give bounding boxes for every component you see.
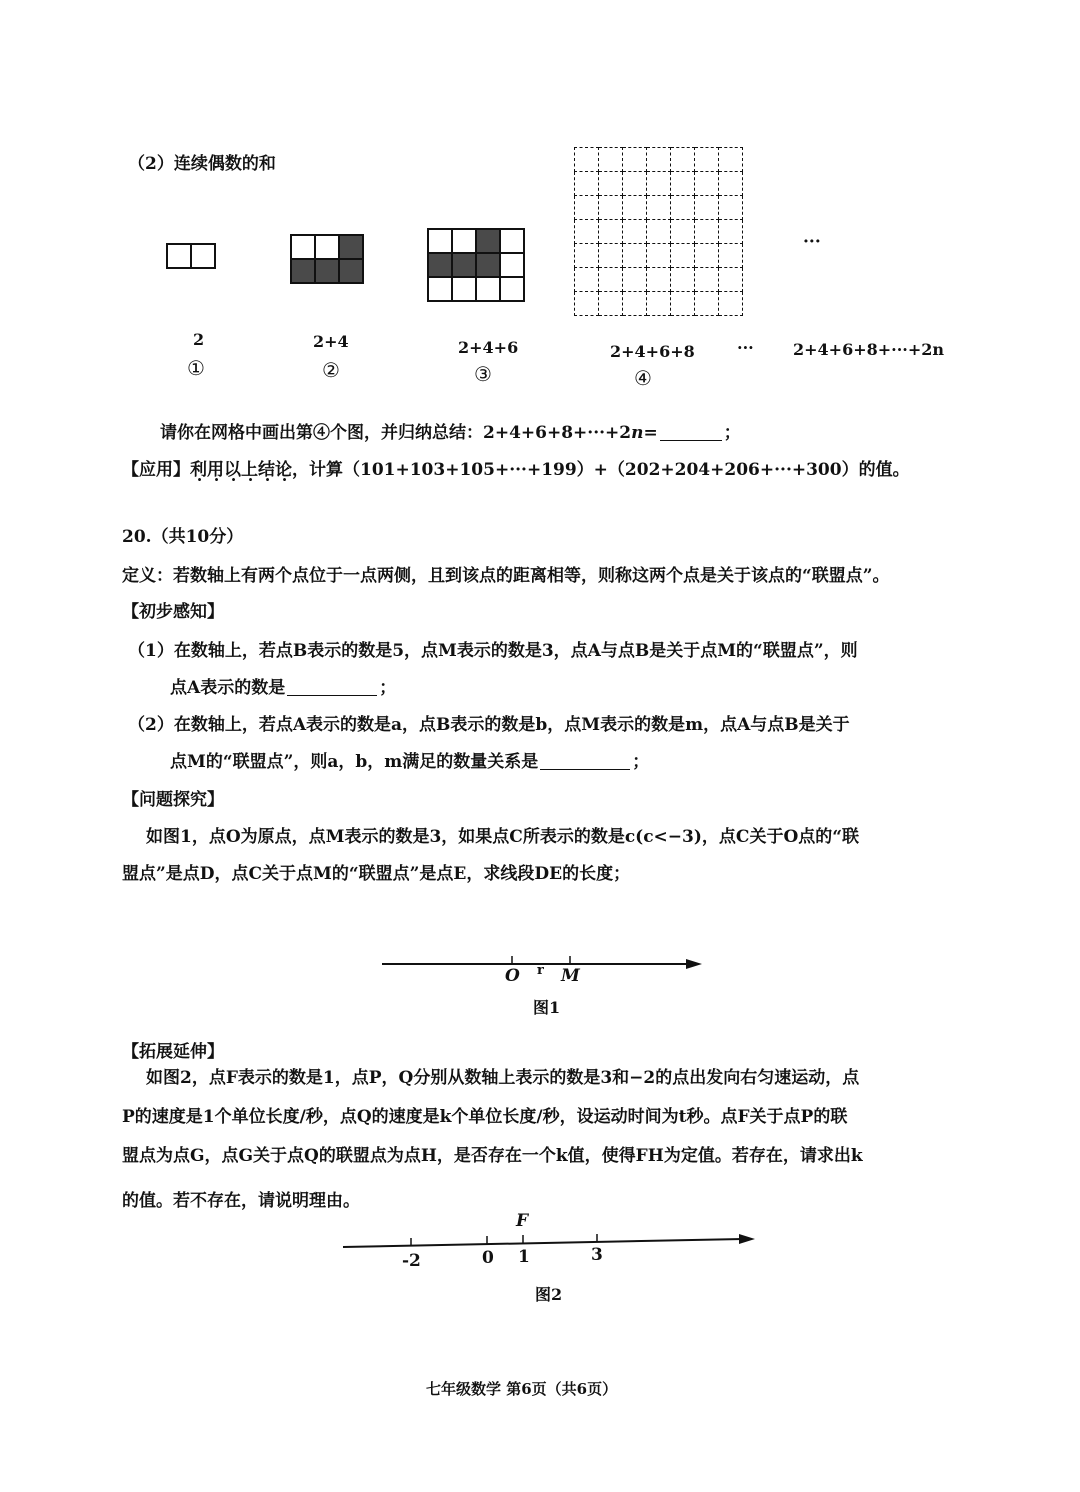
- instruction-eq: =: [643, 423, 658, 443]
- number-line-figure-1: [370, 948, 720, 993]
- q20-definition: 定义：若数轴上有两个点位于一点两侧，且到该点的距离相等，则称这两个点是关于该点的“联盟点”。: [122, 566, 890, 586]
- instruction-line: [160, 423, 741, 443]
- dotted-char: 用: [207, 460, 224, 480]
- label-o: O: [505, 966, 520, 986]
- q20-header: 20.（共10分）: [122, 527, 244, 547]
- label-circle-3: ③: [474, 362, 492, 386]
- q2-line2-row: [170, 752, 649, 772]
- application-line: [122, 460, 910, 480]
- ext-line4: 的值。若不存在，请说明理由。: [122, 1191, 360, 1211]
- tick-label-0: 0: [482, 1248, 494, 1268]
- ext-line3: 盟点为点G，点G关于点Q的联盟点为点H，是否存在一个k值，使得FH为定值。若存在，请求出k: [122, 1146, 863, 1166]
- label-mid: r: [537, 963, 544, 978]
- label-circle-1: ①: [187, 356, 205, 380]
- q1-line2-row: [170, 678, 396, 698]
- dotted-char: 结: [258, 460, 275, 480]
- caption-ellipsis: ···: [737, 338, 754, 357]
- figure-1-grid: [166, 243, 216, 269]
- ext-line2: P的速度是1个单位长度/秒，点Q的速度是k个单位长度/秒，设运动时间为t秒。点F关于点P的联: [122, 1107, 848, 1127]
- answer-blank-q1[interactable]: [287, 678, 377, 696]
- q1-line1: （1）在数轴上，若点B表示的数是5，点M表示的数是3，点A与点B是关于点M的“联盟点”，则: [128, 641, 858, 661]
- section-extension: 【拓展延伸】: [122, 1042, 224, 1062]
- caption-2: 2+4: [313, 332, 349, 351]
- caption-3: 2+4+6: [458, 338, 519, 357]
- instruction-end: ；: [723, 423, 741, 443]
- q1-line2: 点A表示的数是: [170, 678, 286, 698]
- dotted-char: 上: [241, 460, 258, 480]
- number-line-axis: [343, 1239, 743, 1247]
- arrow-head-icon: [739, 1234, 755, 1244]
- label-circle-4: ④: [634, 366, 652, 390]
- figure-1-caption: 图1: [533, 998, 561, 1017]
- figure-2-grid: [290, 234, 364, 284]
- number-line-figure-2: [335, 1225, 765, 1255]
- dotted-char: 论: [275, 460, 292, 480]
- answer-blank-q2[interactable]: [540, 752, 630, 770]
- label-circle-2: ②: [322, 358, 340, 382]
- dotted-char: 利: [190, 460, 207, 480]
- instruction-text: 请你在网格中画出第④个图，并归纳总结：2+4+6+8+···+2: [160, 423, 632, 443]
- ext-line1: 如图2，点F表示的数是1，点P，Q分别从数轴上表示的数是3和−2的点出发向右匀速运动，点: [146, 1068, 860, 1088]
- tick-label-1: 1: [518, 1247, 530, 1267]
- page-footer: 七年级数学 第6页（共6页）: [426, 1380, 618, 1398]
- arrow-head-icon: [686, 959, 702, 969]
- q2-line1: （2）在数轴上，若点A表示的数是a，点B表示的数是b，点M表示的数是m，点A与点B是关于: [128, 715, 850, 735]
- caption-1: 2: [193, 330, 205, 349]
- q1-end: ；: [379, 678, 397, 698]
- figure-2-caption: 图2: [535, 1285, 563, 1304]
- figure-ellipsis: ···: [803, 232, 821, 252]
- caption-4: 2+4+6+8: [610, 342, 695, 361]
- dotted-char: 以: [224, 460, 241, 480]
- label-f: F: [516, 1211, 529, 1231]
- tick-label-minus-2: -2: [402, 1251, 421, 1271]
- application-label: 【应用】: [122, 460, 190, 480]
- application-text: ，计算（101+103+105+···+199）+（202+204+206+···+300）的值。: [292, 460, 910, 480]
- instruction-var: n: [631, 423, 644, 443]
- caption-general: 2+4+6+8+···+2n: [793, 340, 945, 359]
- section-initial-perception: 【初步感知】: [122, 602, 224, 622]
- q2-line2: 点M的“联盟点”，则a，b，m满足的数量关系是: [170, 752, 539, 772]
- explore-line2: 盟点”是点D，点C关于点M的“联盟点”是点E，求线段DE的长度；: [122, 864, 631, 884]
- q2-end: ；: [632, 752, 650, 772]
- explore-line1: 如图1，点O为原点，点M表示的数是3，如果点C所表示的数是c(c<−3)，点C关于O点的“联: [146, 827, 860, 847]
- part2-title: （2）连续偶数的和: [128, 154, 276, 174]
- label-m: M: [561, 966, 580, 986]
- tick-label-3: 3: [591, 1245, 603, 1265]
- answer-blank-sum[interactable]: [660, 423, 722, 441]
- section-problem-exploration: 【问题探究】: [122, 790, 224, 810]
- figure-3-grid: [427, 228, 525, 302]
- figure-4-dashed-grid[interactable]: [574, 147, 743, 316]
